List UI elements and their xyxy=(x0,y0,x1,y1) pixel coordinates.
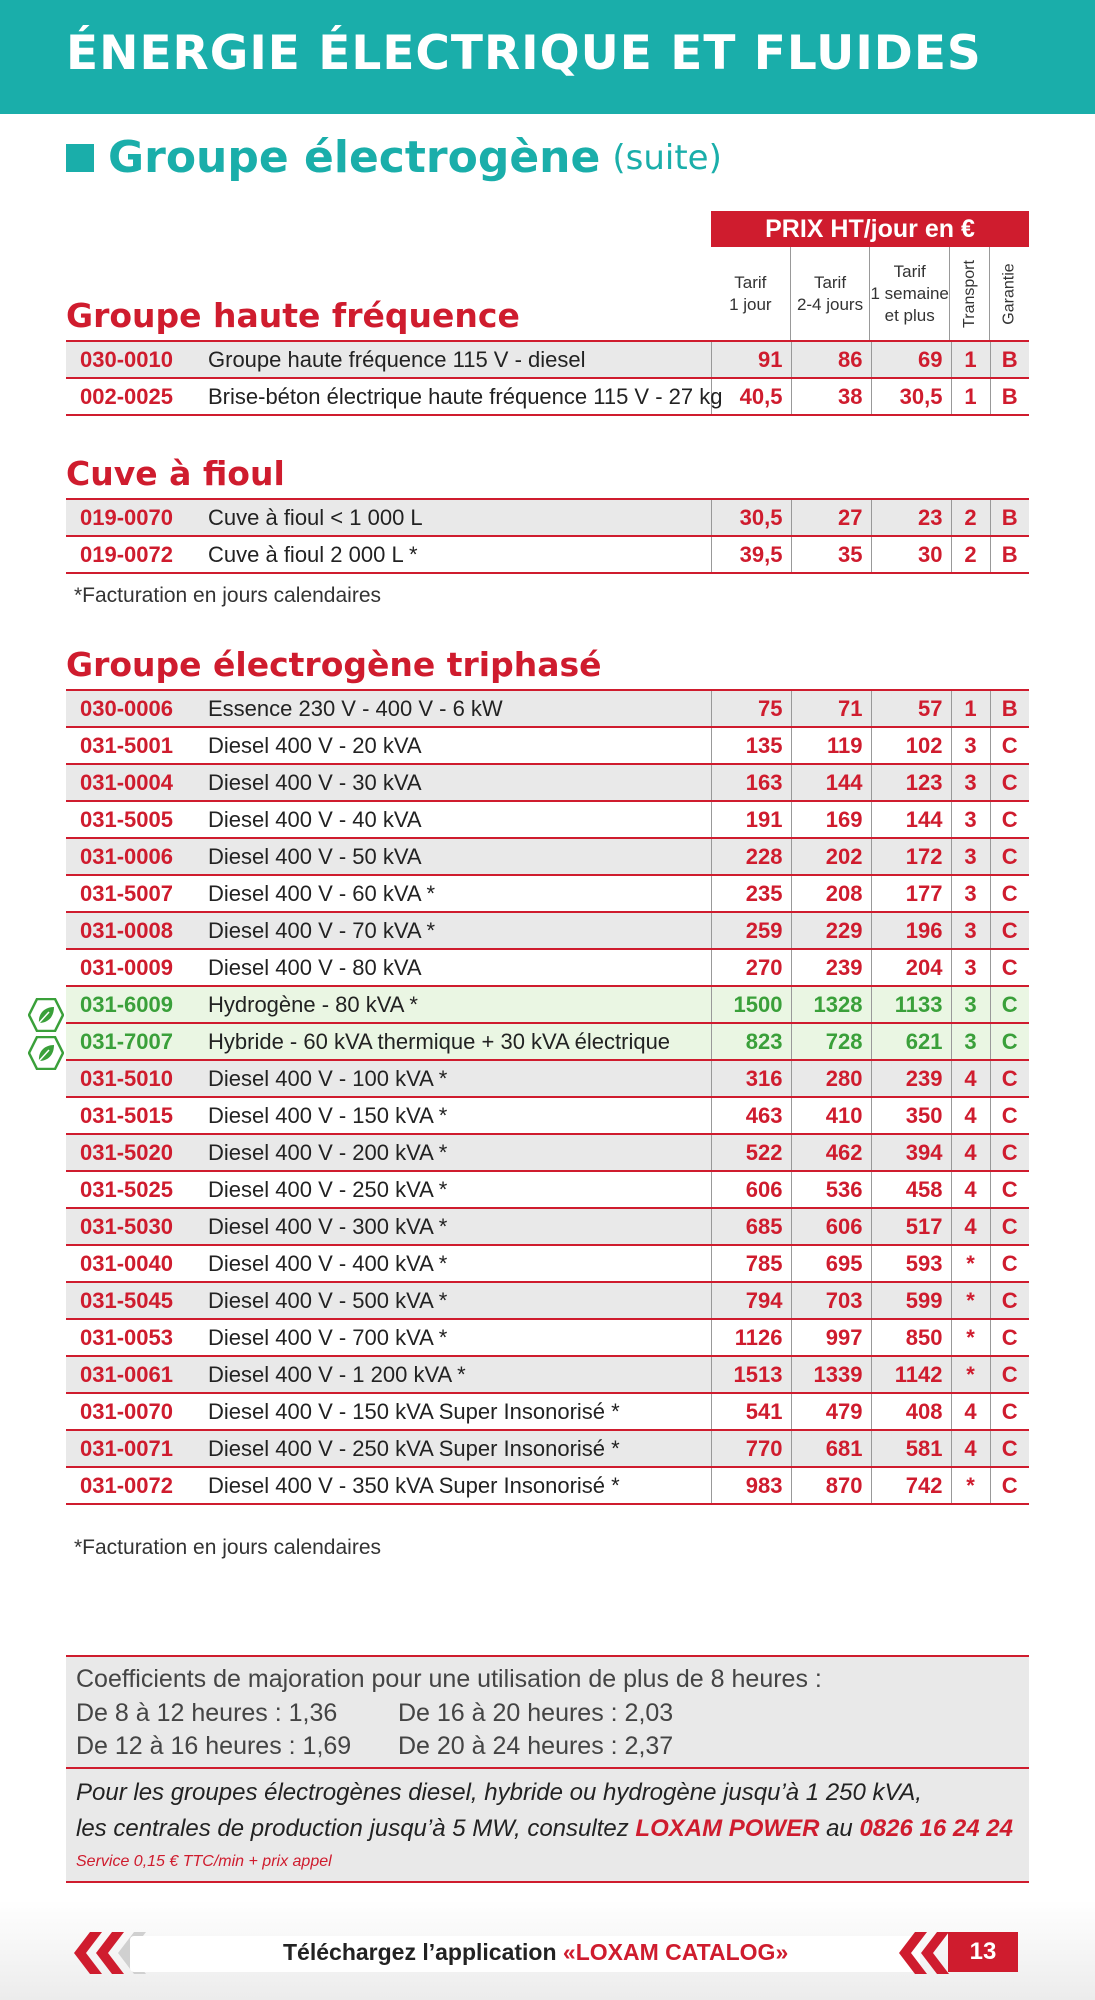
price-1-day: 785 xyxy=(711,1245,791,1282)
price-week: 177 xyxy=(871,875,951,912)
price-1-day: 685 xyxy=(711,1208,791,1245)
guarantee-code: C xyxy=(990,1393,1029,1430)
product-code: 031-6009 xyxy=(66,986,204,1023)
price-2-4-days: 229 xyxy=(791,912,871,949)
price-2-4-days: 870 xyxy=(791,1467,871,1504)
product-description: Diesel 400 V - 700 kVA * xyxy=(204,1319,711,1356)
price-1-day: 794 xyxy=(711,1282,791,1319)
transport-code: 4 xyxy=(951,1097,990,1134)
transport-code: 3 xyxy=(951,986,990,1023)
transport-code: 3 xyxy=(951,912,990,949)
price-week: 30,5 xyxy=(871,378,951,415)
col-garantie-label: Garantie xyxy=(1000,262,1018,325)
price-2-4-days: 728 xyxy=(791,1023,871,1060)
product-code: 031-7007 xyxy=(66,1023,204,1060)
product-description: Diesel 400 V - 150 kVA Super Insonorisé * xyxy=(204,1393,711,1430)
product-description: Diesel 400 V - 20 kVA xyxy=(204,727,711,764)
guarantee-code: C xyxy=(990,1356,1029,1393)
group-title: Groupe haute fréquence xyxy=(66,296,520,335)
price-2-4-days: 1339 xyxy=(791,1356,871,1393)
price-1-day: 75 xyxy=(711,690,791,727)
price-week: 144 xyxy=(871,801,951,838)
guarantee-code: C xyxy=(990,1319,1029,1356)
guarantee-code: C xyxy=(990,912,1029,949)
download-text: Téléchargez l’application xyxy=(283,1939,563,1965)
guarantee-code: C xyxy=(990,801,1029,838)
table-row xyxy=(66,1430,1029,1467)
price-2-4-days: 208 xyxy=(791,875,871,912)
price-1-day: 1513 xyxy=(711,1356,791,1393)
price-week: 1133 xyxy=(871,986,951,1023)
price-week: 350 xyxy=(871,1097,951,1134)
product-description: Diesel 400 V - 300 kVA * xyxy=(204,1208,711,1245)
price-week: 204 xyxy=(871,949,951,986)
guarantee-code: C xyxy=(990,838,1029,875)
product-code: 030-0010 xyxy=(66,341,204,378)
price-1-day: 770 xyxy=(711,1430,791,1467)
transport-code: 3 xyxy=(951,838,990,875)
price-2-4-days: 462 xyxy=(791,1134,871,1171)
price-1-day: 91 xyxy=(711,341,791,378)
phone-number[interactable]: 0826 16 24 24 xyxy=(859,1815,1013,1842)
transport-code: 3 xyxy=(951,801,990,838)
price-week: 23 xyxy=(871,499,951,536)
price-1-day: 606 xyxy=(711,1171,791,1208)
product-code: 031-5007 xyxy=(66,875,204,912)
product-description: Diesel 400 V - 100 kVA * xyxy=(204,1060,711,1097)
product-code: 031-0053 xyxy=(66,1319,204,1356)
price-2-4-days: 27 xyxy=(791,499,871,536)
col-tarif-semaine xyxy=(869,247,949,340)
price-2-4-days: 703 xyxy=(791,1282,871,1319)
price-table xyxy=(66,689,1029,1505)
product-description: Hydrogène - 80 kVA * xyxy=(204,986,711,1023)
price-column-headers xyxy=(711,247,1029,340)
transport-code: * xyxy=(951,1282,990,1319)
guarantee-code: C xyxy=(990,764,1029,801)
product-code: 031-0040 xyxy=(66,1245,204,1282)
group-title: Cuve à fioul xyxy=(66,454,285,493)
price-1-day: 823 xyxy=(711,1023,791,1060)
section-title xyxy=(66,132,722,183)
transport-code: * xyxy=(951,1356,990,1393)
price-week: 593 xyxy=(871,1245,951,1282)
guarantee-code: C xyxy=(990,1430,1029,1467)
power-line-1: Pour les groupes électrogènes diesel, hybride ou hydrogène jusqu’à 1 250 kVA, xyxy=(76,1779,922,1806)
transport-code: 3 xyxy=(951,727,990,764)
price-table xyxy=(66,340,1029,416)
guarantee-code: C xyxy=(990,875,1029,912)
coefficients-box xyxy=(66,1655,1029,1767)
price-week: 850 xyxy=(871,1319,951,1356)
price-week: 102 xyxy=(871,727,951,764)
price-2-4-days: 169 xyxy=(791,801,871,838)
price-2-4-days: 1328 xyxy=(791,986,871,1023)
price-week: 394 xyxy=(871,1134,951,1171)
table-row xyxy=(66,1393,1029,1430)
product-code: 031-5005 xyxy=(66,801,204,838)
product-description: Diesel 400 V - 500 kVA * xyxy=(204,1282,711,1319)
price-2-4-days: 280 xyxy=(791,1060,871,1097)
transport-code: 4 xyxy=(951,1060,990,1097)
product-code: 002-0025 xyxy=(66,378,204,415)
price-week: 172 xyxy=(871,838,951,875)
price-2-4-days: 681 xyxy=(791,1430,871,1467)
price-2-4-days: 119 xyxy=(791,727,871,764)
product-description: Cuve à fioul < 1 000 L xyxy=(204,499,711,536)
price-1-day: 463 xyxy=(711,1097,791,1134)
price-2-4-days: 606 xyxy=(791,1208,871,1245)
col-tarif-semaine-label: Tarif 1 semaine et plus xyxy=(870,261,949,325)
price-week: 30 xyxy=(871,536,951,573)
guarantee-code: C xyxy=(990,1208,1029,1245)
product-code: 031-5001 xyxy=(66,727,204,764)
price-2-4-days: 410 xyxy=(791,1097,871,1134)
guarantee-code: C xyxy=(990,1023,1029,1060)
product-description: Diesel 400 V - 150 kVA * xyxy=(204,1097,711,1134)
leaf-icon xyxy=(28,1036,64,1070)
price-2-4-days: 695 xyxy=(791,1245,871,1282)
table-row xyxy=(66,378,1029,415)
table-row xyxy=(66,875,1029,912)
leaf-icon xyxy=(28,998,64,1032)
col-tarif-1-jour-label: Tarif 1 jour xyxy=(729,272,772,314)
product-description: Essence 230 V - 400 V - 6 kW xyxy=(204,690,711,727)
price-1-day: 135 xyxy=(711,727,791,764)
col-transport-label: Transport xyxy=(960,259,978,328)
service-note: Service 0,15 € TTC/min + prix appel xyxy=(76,1853,332,1870)
table-row xyxy=(66,912,1029,949)
price-2-4-days: 144 xyxy=(791,764,871,801)
product-description: Diesel 400 V - 350 kVA Super Insonorisé * xyxy=(204,1467,711,1504)
table-row xyxy=(66,801,1029,838)
product-code: 031-5015 xyxy=(66,1097,204,1134)
product-description: Groupe haute fréquence 115 V - diesel xyxy=(204,341,711,378)
product-description: Diesel 400 V - 60 kVA * xyxy=(204,875,711,912)
guarantee-code: C xyxy=(990,1245,1029,1282)
transport-code: * xyxy=(951,1245,990,1282)
product-code: 031-0004 xyxy=(66,764,204,801)
table-row xyxy=(66,1060,1029,1097)
banner-title: ÉNERGIE ÉLECTRIQUE ET FLUIDES xyxy=(66,26,982,81)
product-code: 030-0006 xyxy=(66,690,204,727)
table-row xyxy=(66,1134,1029,1171)
product-code: 031-5025 xyxy=(66,1171,204,1208)
table-row xyxy=(66,1319,1029,1356)
product-description: Diesel 400 V - 400 kVA * xyxy=(204,1245,711,1282)
price-week: 239 xyxy=(871,1060,951,1097)
price-week: 517 xyxy=(871,1208,951,1245)
price-2-4-days: 38 xyxy=(791,378,871,415)
price-2-4-days: 239 xyxy=(791,949,871,986)
coefficient-16-20: De 16 à 20 heures : 2,03 xyxy=(398,1699,674,1727)
product-code: 031-0061 xyxy=(66,1356,204,1393)
footer xyxy=(0,1900,1095,2000)
product-description: Diesel 400 V - 80 kVA xyxy=(204,949,711,986)
coefficient-20-24: De 20 à 24 heures : 2,37 xyxy=(398,1732,674,1760)
guarantee-code: C xyxy=(990,1134,1029,1171)
top-banner xyxy=(0,0,1095,114)
price-1-day: 163 xyxy=(711,764,791,801)
guarantee-code: B xyxy=(990,536,1029,573)
table-row xyxy=(66,1171,1029,1208)
price-1-day: 39,5 xyxy=(711,536,791,573)
price-week: 57 xyxy=(871,690,951,727)
transport-code: 1 xyxy=(951,378,990,415)
price-1-day: 30,5 xyxy=(711,499,791,536)
table-row xyxy=(66,949,1029,986)
price-2-4-days: 536 xyxy=(791,1171,871,1208)
col-garantie xyxy=(989,247,1029,340)
price-1-day: 235 xyxy=(711,875,791,912)
table-row xyxy=(66,1356,1029,1393)
table-row xyxy=(66,986,1029,1023)
loxam-power-box xyxy=(66,1767,1029,1883)
product-code: 031-0006 xyxy=(66,838,204,875)
guarantee-code: B xyxy=(990,499,1029,536)
product-code: 019-0070 xyxy=(66,499,204,536)
product-description: Hybride - 60 kVA thermique + 30 kVA électrique xyxy=(204,1023,711,1060)
price-1-day: 259 xyxy=(711,912,791,949)
price-week: 123 xyxy=(871,764,951,801)
price-2-4-days: 71 xyxy=(791,690,871,727)
table-row xyxy=(66,764,1029,801)
table-row xyxy=(66,1245,1029,1282)
guarantee-code: C xyxy=(990,986,1029,1023)
transport-code: 3 xyxy=(951,949,990,986)
coefficient-8-12: De 8 à 12 heures : 1,36 xyxy=(76,1699,338,1727)
price-1-day: 191 xyxy=(711,801,791,838)
price-2-4-days: 35 xyxy=(791,536,871,573)
product-code: 031-0009 xyxy=(66,949,204,986)
footnote: *Facturation en jours calendaires xyxy=(74,584,382,607)
product-code: 031-0072 xyxy=(66,1467,204,1504)
guarantee-code: C xyxy=(990,949,1029,986)
transport-code: 1 xyxy=(951,341,990,378)
transport-code: 3 xyxy=(951,1023,990,1060)
product-description: Brise-béton électrique haute fréquence 115 V - 27 kg xyxy=(204,378,711,415)
guarantee-code: C xyxy=(990,1467,1029,1504)
product-code: 019-0072 xyxy=(66,536,204,573)
product-description: Diesel 400 V - 70 kVA * xyxy=(204,912,711,949)
table-row xyxy=(66,1208,1029,1245)
power-line-2-text: les centrales de production jusqu’à 5 MW, consultez xyxy=(76,1815,636,1842)
guarantee-code: C xyxy=(990,727,1029,764)
guarantee-code: B xyxy=(990,690,1029,727)
price-1-day: 40,5 xyxy=(711,378,791,415)
transport-code: 2 xyxy=(951,536,990,573)
product-description: Diesel 400 V - 1 200 kVA * xyxy=(204,1356,711,1393)
table-row xyxy=(66,727,1029,764)
transport-code: 4 xyxy=(951,1393,990,1430)
price-week: 599 xyxy=(871,1282,951,1319)
table-row xyxy=(66,1282,1029,1319)
power-line-2-text-b: au xyxy=(819,1815,860,1842)
table-row xyxy=(66,536,1029,573)
price-1-day: 228 xyxy=(711,838,791,875)
app-name: «LOXAM CATALOG» xyxy=(562,1939,789,1965)
price-2-4-days: 86 xyxy=(791,341,871,378)
transport-code: 4 xyxy=(951,1134,990,1171)
transport-code: 4 xyxy=(951,1430,990,1467)
table-row xyxy=(66,838,1029,875)
price-1-day: 1126 xyxy=(711,1319,791,1356)
product-code: 031-0070 xyxy=(66,1393,204,1430)
table-row xyxy=(66,1023,1029,1060)
section-title-suffix: (suite) xyxy=(612,137,722,178)
guarantee-code: C xyxy=(990,1060,1029,1097)
guarantee-code: C xyxy=(990,1171,1029,1208)
download-app-link[interactable] xyxy=(283,1939,788,1966)
page-number: 13 xyxy=(948,1932,1018,1972)
col-tarif-2-4-jours-label: Tarif 2-4 jours xyxy=(796,272,864,314)
price-1-day: 541 xyxy=(711,1393,791,1430)
transport-code: 4 xyxy=(951,1171,990,1208)
product-description: Cuve à fioul 2 000 L * xyxy=(204,536,711,573)
transport-code: 3 xyxy=(951,764,990,801)
table-row xyxy=(66,690,1029,727)
price-week: 742 xyxy=(871,1467,951,1504)
price-1-day: 316 xyxy=(711,1060,791,1097)
group-title: Groupe électrogène triphasé xyxy=(66,645,602,684)
guarantee-code: B xyxy=(990,378,1029,415)
product-description: Diesel 400 V - 200 kVA * xyxy=(204,1134,711,1171)
price-2-4-days: 997 xyxy=(791,1319,871,1356)
power-line-2 xyxy=(76,1815,1013,1843)
price-week: 408 xyxy=(871,1393,951,1430)
product-code: 031-0008 xyxy=(66,912,204,949)
price-week: 621 xyxy=(871,1023,951,1060)
price-week: 196 xyxy=(871,912,951,949)
guarantee-code: B xyxy=(990,341,1029,378)
price-header: PRIX HT/jour en € xyxy=(711,211,1029,247)
transport-code: 2 xyxy=(951,499,990,536)
price-1-day: 522 xyxy=(711,1134,791,1171)
guarantee-code: C xyxy=(990,1282,1029,1319)
price-1-day: 1500 xyxy=(711,986,791,1023)
guarantee-code: C xyxy=(990,1097,1029,1134)
table-row xyxy=(66,341,1029,378)
footnote: *Facturation en jours calendaires xyxy=(74,1536,382,1559)
transport-code: * xyxy=(951,1319,990,1356)
product-code: 031-5045 xyxy=(66,1282,204,1319)
loxam-power-brand: LOXAM POWER xyxy=(635,1815,820,1842)
transport-code: 4 xyxy=(951,1208,990,1245)
price-2-4-days: 202 xyxy=(791,838,871,875)
section-title-main: Groupe électrogène xyxy=(108,132,601,183)
product-description: Diesel 400 V - 50 kVA xyxy=(204,838,711,875)
product-description: Diesel 400 V - 250 kVA Super Insonorisé * xyxy=(204,1430,711,1467)
coefficients-title: Coefficients de majoration pour une utilisation de plus de 8 heures : xyxy=(76,1665,822,1693)
price-week: 458 xyxy=(871,1171,951,1208)
chevrons-right-icon xyxy=(895,1930,955,1976)
product-code: 031-0071 xyxy=(66,1430,204,1467)
product-description: Diesel 400 V - 40 kVA xyxy=(204,801,711,838)
section-square-icon xyxy=(66,144,94,172)
product-code: 031-5030 xyxy=(66,1208,204,1245)
col-transport xyxy=(949,247,989,340)
price-week: 1142 xyxy=(871,1356,951,1393)
transport-code: 3 xyxy=(951,875,990,912)
coefficient-12-16: De 12 à 16 heures : 1,69 xyxy=(76,1732,352,1760)
transport-code: 1 xyxy=(951,690,990,727)
price-1-day: 270 xyxy=(711,949,791,986)
product-code: 031-5010 xyxy=(66,1060,204,1097)
table-row xyxy=(66,1097,1029,1134)
product-description: Diesel 400 V - 30 kVA xyxy=(204,764,711,801)
price-week: 581 xyxy=(871,1430,951,1467)
product-description: Diesel 400 V - 250 kVA * xyxy=(204,1171,711,1208)
col-tarif-1-jour xyxy=(711,247,790,340)
price-1-day: 983 xyxy=(711,1467,791,1504)
col-tarif-2-4-jours xyxy=(790,247,870,340)
table-row xyxy=(66,499,1029,536)
product-code: 031-5020 xyxy=(66,1134,204,1171)
price-table xyxy=(66,498,1029,574)
table-row xyxy=(66,1467,1029,1504)
price-2-4-days: 479 xyxy=(791,1393,871,1430)
transport-code: * xyxy=(951,1467,990,1504)
price-week: 69 xyxy=(871,341,951,378)
